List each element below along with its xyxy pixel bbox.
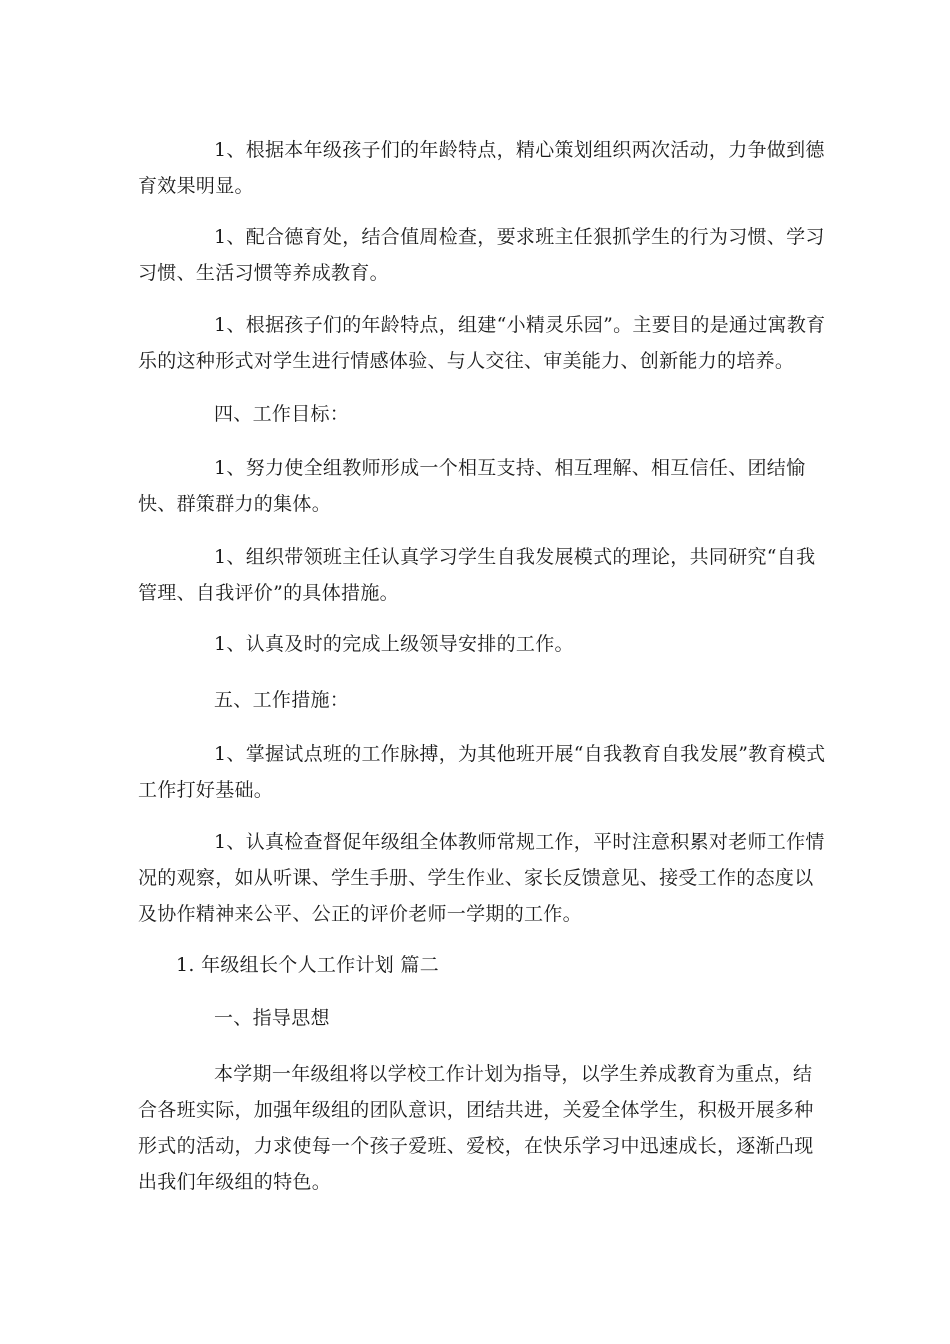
paragraph-8: 1、认真检查督促年级组全体教师常规工作，平时注意积累对老师工作情况的观察，如从听课、学生手册、学生作业、家长反馈意见、接受工作的态度以及协作精神来公平、公正的评价老师一学期的工作。: [138, 831, 825, 925]
section-title-part-two: 1. 年级组长个人工作计划 篇二: [176, 954, 440, 976]
paragraph-9: 本学期一年级组将以学校工作计划为指导，以学生养成教育为重点，结合各班实际，加强年级组的团队意识，团结共进，关爱全体学生，积极开展多种形式的活动，力求使每一个孩子爱班、爱校，在快乐学习中迅速成长，逐渐凸现出我们年级组的特色。: [138, 1063, 814, 1193]
paragraph-3: 1、根据孩子们的年龄特点，组建“小精灵乐园”。主要目的是通过寓教育乐的这种形式对学生进行情感体验、与人交往、审美能力、创新能力的培养。: [138, 314, 826, 372]
paragraph-6: 1、认真及时的完成上级领导安排的工作。: [214, 633, 574, 655]
paragraph-4: 1、努力使全组教师形成一个相互支持、相互理解、相互信任、团结愉快、群策群力的集体。: [138, 457, 806, 515]
section-heading-guiding-thought: 一、指导思想: [214, 1007, 330, 1029]
paragraph-7: 1、掌握试点班的工作脉搏，为其他班开展“自我教育自我发展”教育模式工作打好基础。: [138, 743, 826, 801]
paragraph-1: 1、根据本年级孩子们的年龄特点，精心策划组织两次活动，力争做到德育效果明显。: [138, 139, 825, 197]
paragraph-2: 1、配合德育处，结合值周检查，要求班主任狠抓学生的行为习惯、学习习惯、生活习惯等养成教育。: [138, 226, 825, 284]
section-heading-measures: 五、工作措施：: [214, 689, 350, 711]
section-heading-goals: 四、工作目标：: [214, 403, 350, 425]
paragraph-5: 1、组织带领班主任认真学习学生自我发展模式的理论，共同研究“自我管理、自我评价”的具体措施。: [138, 546, 816, 604]
